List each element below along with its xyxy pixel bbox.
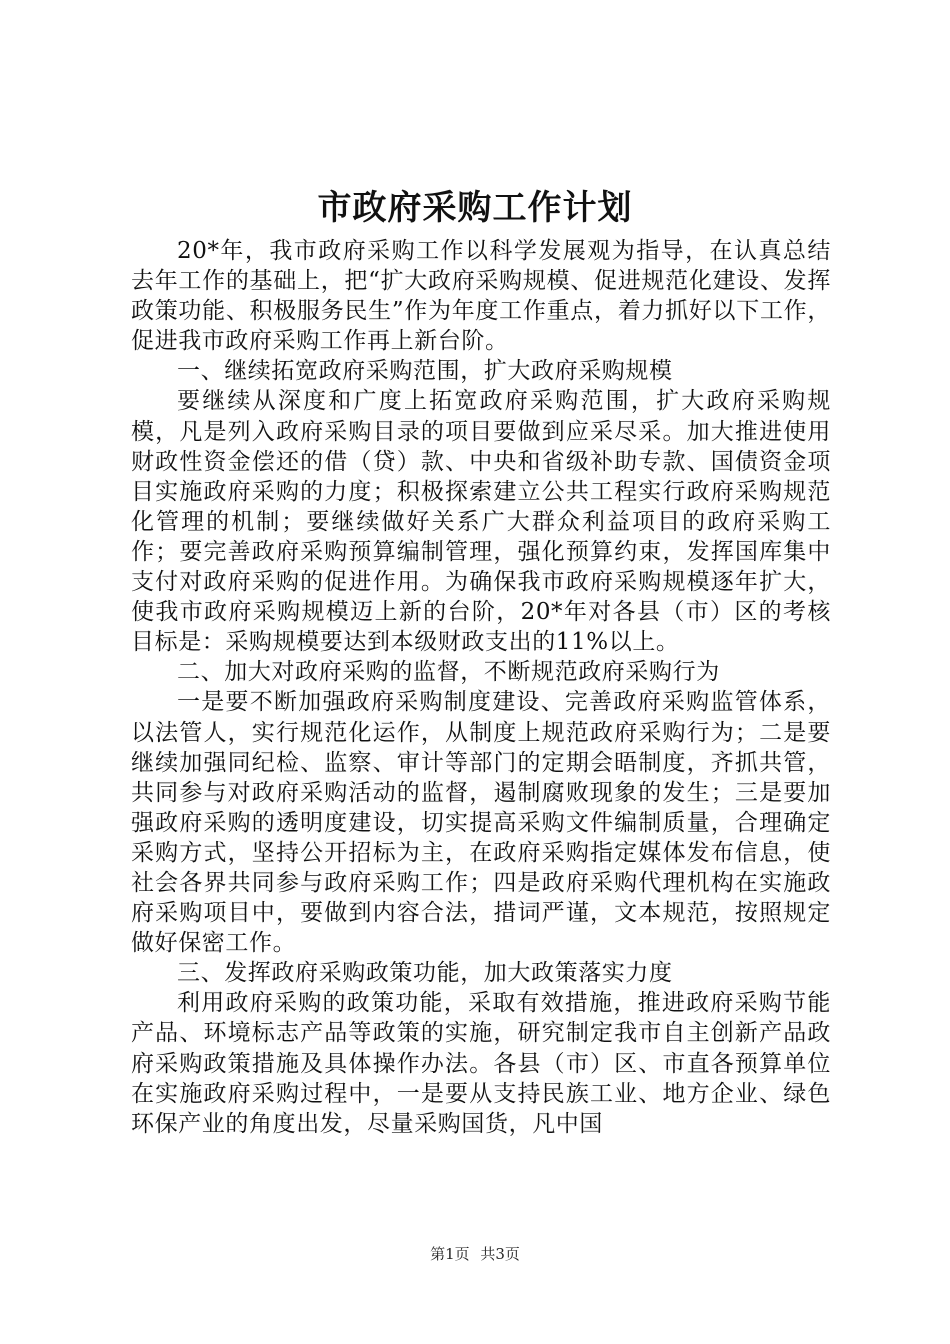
paragraph-section-1: 要继续从深度和广度上拓宽政府采购范围，扩大政府采购规模，凡是列入政府采购目录的项目要做到应采尽采。加大推进使用财政性资金偿还的借（贷）款、中央和省级补助专款、国债资金项目实施政府采购的力度；积极探索建立公共工程实行政府采购规范化管理的机制；要继续做好关系广大群众利益项目的政府采购工作；要完善政府采购预算编制管理，强化预算约束，发挥国库集中支付对政府采购的促进作用。为确保我市政府采购规模逐年扩大，使我市政府采购规模迈上新的台阶，20*年对各县（市）区的考核目标是：采购规模要达到本级财政支出的11%以上。 — [131, 388, 831, 656]
document-body — [131, 236, 831, 1139]
document-title: 市政府采购工作计划 — [317, 188, 633, 228]
section-heading-2: 二、加大对政府采购的监督，不断规范政府采购行为 — [177, 659, 720, 686]
paragraph-section-3: 利用政府采购的政策功能，采取有效措施，推进政府采购节能产品、环境标志产品等政策的实施，研究制定我市自主创新产品政府采购政策措施及具体操作办法。各县（市）区、市直各预算单位在实施政府采购过程中，一是要从支持民族工业、地方企业、绿色环保产业的角度出发，尽量采购国货，凡中国 — [131, 990, 831, 1137]
paragraph-intro: 20*年，我市政府采购工作以科学发展观为指导，在认真总结去年工作的基础上，把“扩大政府采购规模、促进规范化建设、发挥政策功能、积极服务民生”作为年度工作重点，着力抓好以下工作，促进我市政府采购工作再上新台阶。 — [131, 238, 831, 355]
page-footer — [0, 1244, 950, 1264]
paragraph-section-2: 一是要不断加强政府采购制度建设、完善政府采购监管体系，以法管人，实行规范化运作，从制度上规范政府采购行为；二是要继续加强同纪检、监察、审计等部门的定期会晤制度，齐抓共管，共同参与对政府采购活动的监督，遏制腐败现象的发生；三是要加强政府采购的透明度建设，切实提高采购文件编制质量，合理确定采购方式，坚持公开招标为主，在政府采购指定媒体发布信息，使社会各界共同参与政府采购工作；四是政府采购代理机构在实施政府采购项目中，要做到内容合法，措词严谨，文本规范，按照规定做好保密工作。 — [131, 689, 831, 957]
page-number: 第1页 — [430, 1245, 470, 1263]
section-heading-3: 三、发挥政府采购政策功能，加大政策落实力度 — [177, 960, 673, 987]
page-total: 共3页 — [480, 1245, 520, 1263]
section-heading-1: 一、继续拓宽政府采购范围，扩大政府采购规模 — [177, 358, 673, 385]
